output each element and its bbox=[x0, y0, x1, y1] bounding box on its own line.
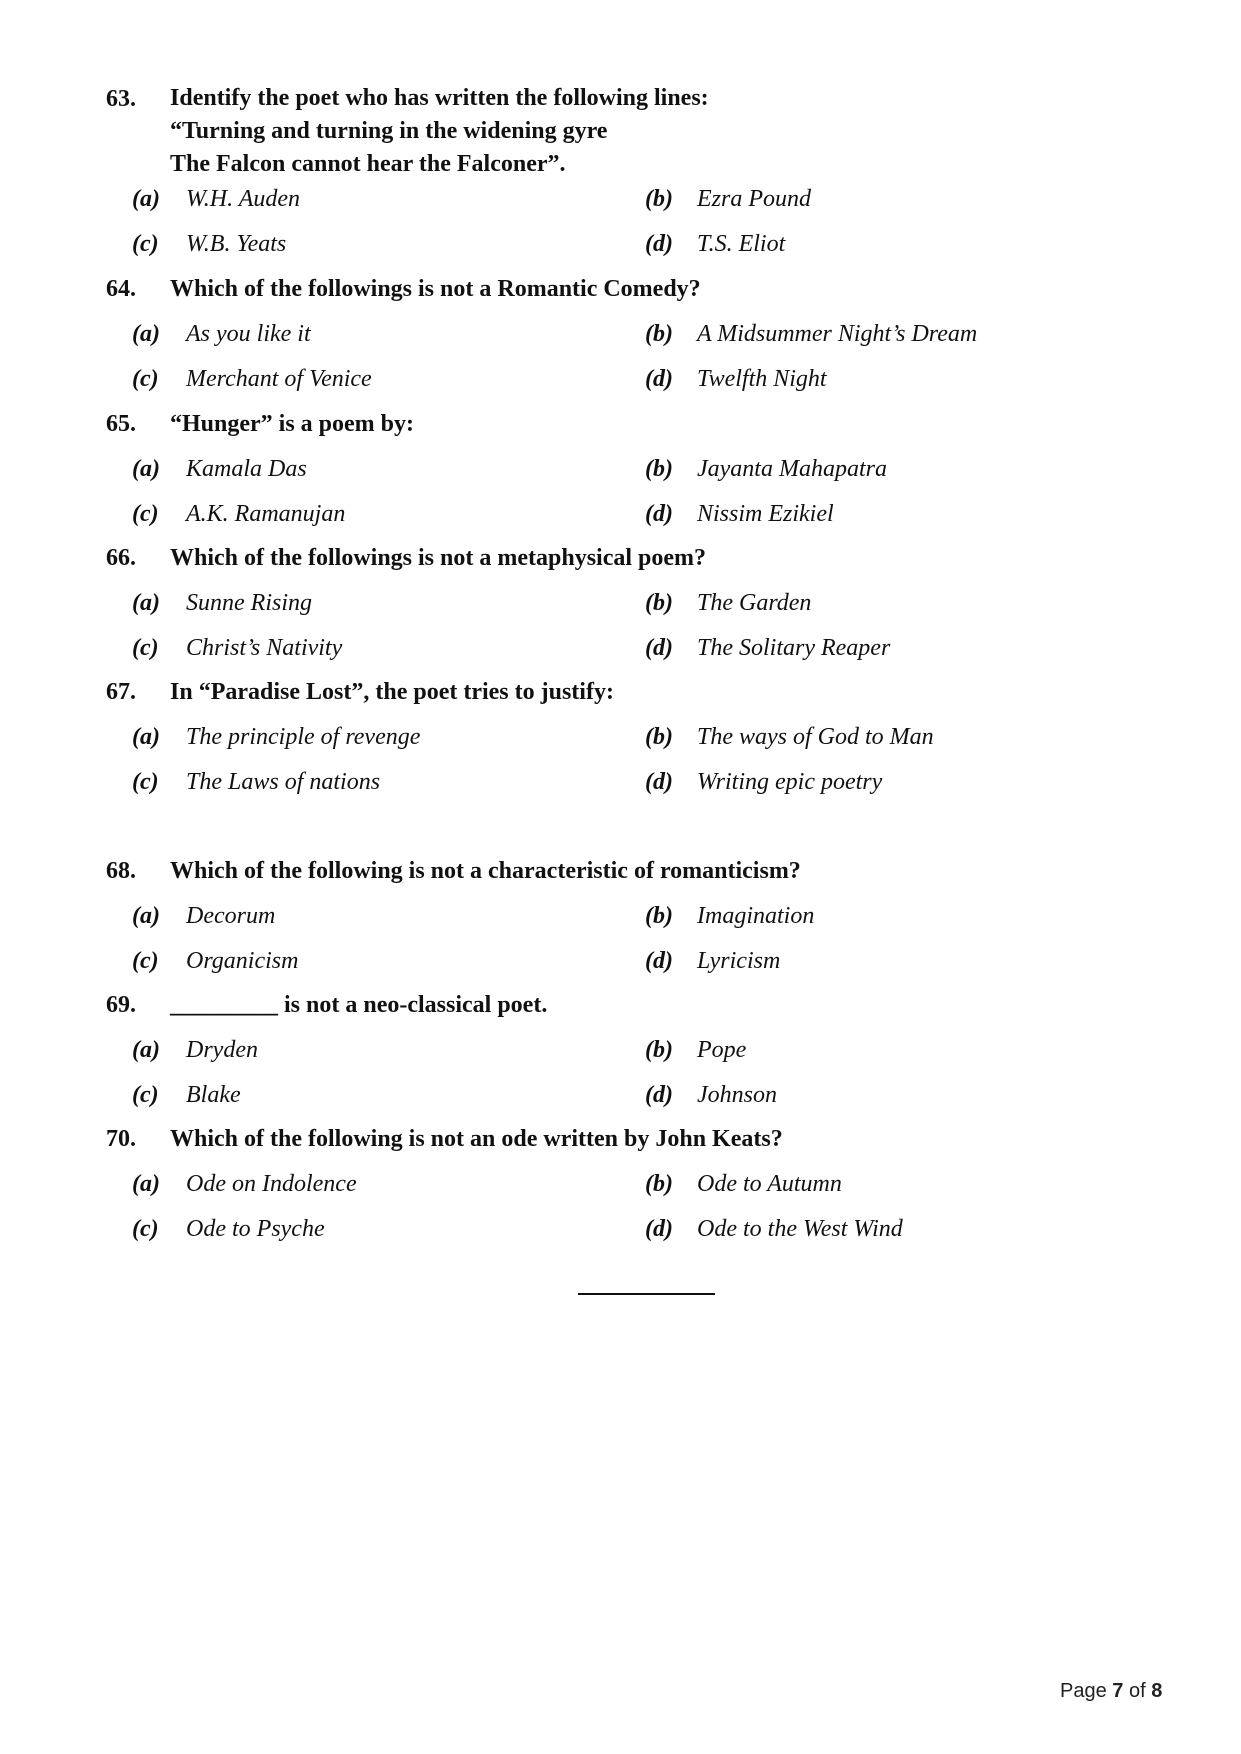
option-text: Ode to the West Wind bbox=[697, 1216, 903, 1242]
option-text: Sunne Rising bbox=[186, 590, 312, 616]
option-label: (b) bbox=[645, 590, 673, 616]
option-text: Lyricism bbox=[697, 948, 781, 974]
question-number: 63. bbox=[106, 86, 136, 112]
option-label: (d) bbox=[645, 1216, 673, 1242]
option-label: (a) bbox=[132, 724, 160, 750]
question-67 bbox=[0, 675, 1241, 810]
option-row bbox=[0, 497, 1241, 542]
option-row bbox=[0, 899, 1241, 944]
option-row bbox=[0, 720, 1241, 765]
option-label: (b) bbox=[645, 903, 673, 929]
option-label: (a) bbox=[132, 1171, 160, 1197]
option-text: A.K. Ramanujan bbox=[186, 501, 346, 527]
option-text: Ezra Pound bbox=[697, 186, 811, 212]
question-header bbox=[0, 675, 1241, 720]
total-pages-number: 8 bbox=[1151, 1680, 1163, 1702]
page-word: Page bbox=[1060, 1680, 1107, 1702]
option-text: Ode on Indolence bbox=[186, 1171, 357, 1197]
option-row bbox=[0, 1033, 1241, 1078]
option-label: (b) bbox=[645, 456, 673, 482]
option-label: (c) bbox=[132, 366, 159, 392]
question-text: _________ is not a neo-classical poet. bbox=[170, 992, 548, 1018]
question-header bbox=[0, 541, 1241, 586]
question-text: In “Paradise Lost”, the poet tries to justify: bbox=[170, 679, 614, 705]
option-text: The Garden bbox=[697, 590, 812, 616]
page-footer bbox=[1060, 1680, 1162, 1703]
question-63 bbox=[0, 82, 1241, 272]
question-header bbox=[0, 988, 1241, 1033]
question-header bbox=[0, 82, 1241, 182]
option-label: (a) bbox=[132, 186, 160, 212]
option-text: Dryden bbox=[186, 1037, 258, 1063]
option-label: (a) bbox=[132, 1037, 160, 1063]
question-65 bbox=[0, 407, 1241, 542]
option-label: (c) bbox=[132, 948, 159, 974]
question-66 bbox=[0, 541, 1241, 676]
question-70 bbox=[0, 1122, 1241, 1257]
option-text: Decorum bbox=[186, 903, 276, 929]
option-label: (d) bbox=[645, 231, 673, 257]
end-divider bbox=[578, 1293, 715, 1295]
option-row bbox=[0, 452, 1241, 497]
option-label: (c) bbox=[132, 635, 159, 661]
option-text: Ode to Psyche bbox=[186, 1216, 325, 1242]
question-number: 67. bbox=[106, 679, 136, 705]
option-label: (b) bbox=[645, 321, 673, 347]
option-row bbox=[0, 1078, 1241, 1123]
option-label: (a) bbox=[132, 321, 160, 347]
question-number: 70. bbox=[106, 1126, 136, 1152]
option-label: (d) bbox=[645, 769, 673, 795]
option-text: The principle of revenge bbox=[186, 724, 421, 750]
question-text: “Hunger” is a poem by: bbox=[170, 411, 415, 437]
option-label: (b) bbox=[645, 1037, 673, 1063]
option-label: (c) bbox=[132, 1082, 159, 1108]
option-label: (d) bbox=[645, 635, 673, 661]
option-text: Blake bbox=[186, 1082, 241, 1108]
question-text: Which of the followings is not a Romantic Comedy? bbox=[170, 276, 701, 302]
question-header bbox=[0, 854, 1241, 899]
option-text: Pope bbox=[697, 1037, 747, 1063]
option-label: (a) bbox=[132, 903, 160, 929]
question-number: 66. bbox=[106, 545, 136, 571]
option-text: The Laws of nations bbox=[186, 769, 381, 795]
option-text: Writing epic poetry bbox=[697, 769, 883, 795]
question-number: 69. bbox=[106, 992, 136, 1018]
question-69 bbox=[0, 988, 1241, 1123]
question-header bbox=[0, 272, 1241, 317]
question-64 bbox=[0, 272, 1241, 407]
question-text: Which of the following is not a characteristic of romanticism? bbox=[170, 858, 801, 884]
option-text: Jayanta Mahapatra bbox=[697, 456, 887, 482]
option-row bbox=[0, 765, 1241, 810]
option-text: Christ’s Nativity bbox=[186, 635, 343, 661]
option-row bbox=[0, 586, 1241, 631]
option-text: Nissim Ezikiel bbox=[697, 501, 834, 527]
option-text: Merchant of Venice bbox=[186, 366, 372, 392]
option-text: Imagination bbox=[697, 903, 815, 929]
option-text: Organicism bbox=[186, 948, 299, 974]
option-text: The Solitary Reaper bbox=[697, 635, 891, 661]
question-number: 65. bbox=[106, 411, 136, 437]
option-text: Twelfth Night bbox=[697, 366, 827, 392]
option-text: Kamala Das bbox=[186, 456, 307, 482]
option-text: W.B. Yeats bbox=[186, 231, 287, 257]
option-label: (b) bbox=[645, 186, 673, 212]
question-number: 64. bbox=[106, 276, 136, 302]
question-text: Which of the following is not an ode written by John Keats? bbox=[170, 1126, 783, 1152]
option-text: The ways of God to Man bbox=[697, 724, 934, 750]
option-label: (c) bbox=[132, 501, 159, 527]
option-row bbox=[0, 944, 1241, 989]
question-text: Identify the poet who has written the following lines: “Turning and turning in the widening gyre The Falcon cannot hear the Falconer”. bbox=[170, 85, 709, 177]
of-word: of bbox=[1128, 1680, 1146, 1702]
option-label: (d) bbox=[645, 366, 673, 392]
option-text: Johnson bbox=[697, 1082, 777, 1108]
option-row bbox=[0, 1167, 1241, 1212]
option-row bbox=[0, 317, 1241, 362]
option-row bbox=[0, 631, 1241, 676]
option-row bbox=[0, 1212, 1241, 1257]
option-label: (d) bbox=[645, 948, 673, 974]
option-text: T.S. Eliot bbox=[697, 231, 786, 257]
question-68 bbox=[0, 854, 1241, 989]
option-label: (a) bbox=[132, 456, 160, 482]
option-label: (c) bbox=[132, 231, 159, 257]
question-header bbox=[0, 407, 1241, 452]
option-label: (d) bbox=[645, 501, 673, 527]
question-header bbox=[0, 1122, 1241, 1167]
question-number: 68. bbox=[106, 858, 136, 884]
option-label: (a) bbox=[132, 590, 160, 616]
option-label: (b) bbox=[645, 1171, 673, 1197]
option-text: Ode to Autumn bbox=[697, 1171, 842, 1197]
option-text: As you like it bbox=[186, 321, 311, 347]
option-label: (d) bbox=[645, 1082, 673, 1108]
option-row bbox=[0, 182, 1241, 227]
option-row bbox=[0, 227, 1241, 272]
option-label: (c) bbox=[132, 769, 159, 795]
option-text: W.H. Auden bbox=[186, 186, 300, 212]
current-page-number: 7 bbox=[1112, 1680, 1124, 1702]
option-text: A Midsummer Night’s Dream bbox=[697, 321, 978, 347]
option-row bbox=[0, 362, 1241, 407]
question-text: Which of the followings is not a metaphysical poem? bbox=[170, 545, 707, 571]
option-label: (c) bbox=[132, 1216, 159, 1242]
option-label: (b) bbox=[645, 724, 673, 750]
